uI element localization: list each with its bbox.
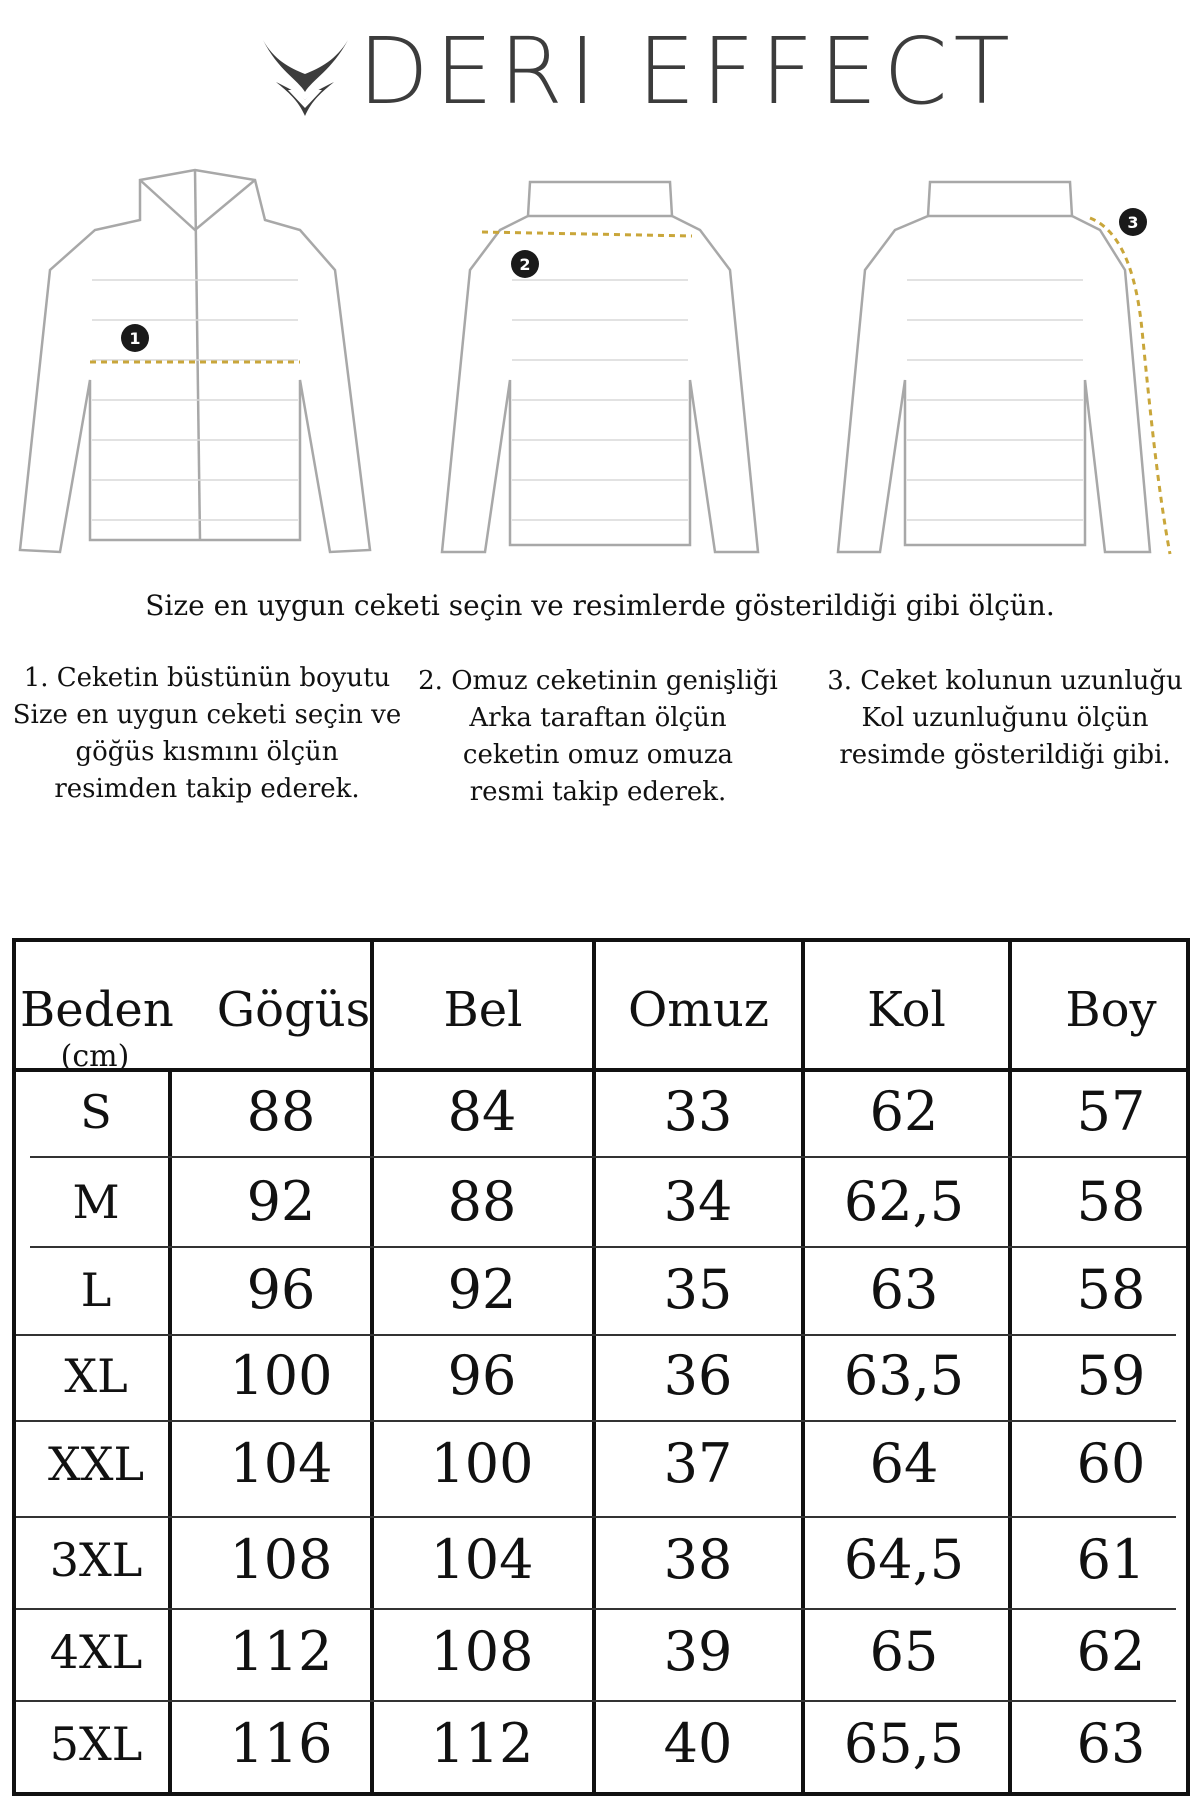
cell-length: 63 [1076, 1712, 1146, 1775]
brand-logo [258, 18, 1016, 125]
step-line: resimde gösterildiği gibi. [839, 740, 1171, 770]
size-chart-table [12, 938, 1190, 1796]
marker-1: 1 [129, 329, 141, 348]
row-divider [16, 1608, 1176, 1610]
header-divider [16, 1068, 1186, 1072]
cell-sleeve: 65,5 [843, 1712, 965, 1775]
cell-size: M [72, 1175, 120, 1229]
step-line: resimden takip ederek. [54, 774, 360, 804]
cell-shoulder: 37 [663, 1432, 733, 1495]
header-kol: Kol [867, 982, 946, 1038]
cell-shoulder: 33 [663, 1080, 733, 1143]
row-divider [16, 1516, 1176, 1518]
cell-shoulder: 38 [663, 1528, 733, 1591]
cell-size: 5XL [49, 1717, 143, 1771]
cell-waist: 108 [430, 1620, 534, 1683]
step-line: 2. Omuz ceketinin genişliği [418, 666, 778, 696]
cell-waist: 96 [447, 1344, 517, 1407]
cell-sleeve: 64,5 [843, 1528, 965, 1591]
cell-chest: 100 [229, 1344, 333, 1407]
step-line: Kol uzunluğunu ölçün [861, 703, 1149, 733]
cell-shoulder: 34 [663, 1170, 733, 1233]
step-line: resmi takip ederek. [469, 777, 727, 807]
step-line: 3. Ceket kolunun uzunluğu [827, 666, 1183, 696]
header-boy: Boy [1065, 982, 1157, 1038]
cell-sleeve: 64 [869, 1432, 939, 1495]
header-gogus: Gögüs [216, 982, 371, 1038]
step-line: Size en uygun ceketi seçin ve [12, 700, 402, 730]
jacket-illustrations [0, 160, 1200, 570]
cell-sleeve: 65 [869, 1620, 939, 1683]
cell-chest: 88 [246, 1080, 316, 1143]
row-divider [30, 1156, 1186, 1158]
cell-sleeve: 62 [869, 1080, 939, 1143]
row-divider [16, 1420, 1176, 1422]
measurement-instruction: Size en uygun ceketi seçin ve resimlerde gösterildiği gibi ölçün. [145, 589, 1055, 622]
cell-length: 62 [1076, 1620, 1146, 1683]
cell-shoulder: 40 [663, 1712, 733, 1775]
cell-length: 61 [1076, 1528, 1146, 1591]
cell-waist: 84 [447, 1080, 517, 1143]
cell-waist: 104 [430, 1528, 534, 1591]
step-2-shoulder [398, 663, 798, 811]
measurement-steps [0, 660, 1200, 820]
cell-chest: 116 [229, 1712, 333, 1775]
cell-length: 58 [1076, 1258, 1146, 1321]
cell-sleeve: 62,5 [843, 1170, 965, 1233]
cell-waist: 88 [447, 1170, 517, 1233]
jacket-front-illustration [0, 160, 400, 570]
cell-waist: 112 [430, 1712, 534, 1775]
cell-chest: 104 [229, 1432, 333, 1495]
cell-size: XXL [47, 1437, 145, 1491]
cell-chest: 108 [229, 1528, 333, 1591]
header-unit: (cm) [60, 1039, 130, 1074]
cell-waist: 92 [447, 1258, 517, 1321]
cell-chest: 92 [246, 1170, 316, 1233]
cell-waist: 100 [430, 1432, 534, 1495]
marker-2: 2 [519, 255, 531, 274]
cell-shoulder: 39 [663, 1620, 733, 1683]
cell-length: 59 [1076, 1344, 1146, 1407]
marker-3: 3 [1127, 213, 1139, 232]
cell-sleeve: 63 [869, 1258, 939, 1321]
header-omuz: Omuz [627, 982, 770, 1038]
header-beden: Beden [20, 982, 174, 1038]
cell-size: S [80, 1085, 112, 1139]
jacket-back-sleeve-illustration [800, 160, 1200, 570]
step-line: 1. Ceketin büstünün boyutu [23, 663, 391, 693]
cell-size: 3XL [49, 1533, 143, 1587]
cell-sleeve: 63,5 [843, 1344, 965, 1407]
cell-length: 60 [1076, 1432, 1146, 1495]
cell-size: L [80, 1263, 112, 1317]
step-1-chest [7, 660, 407, 808]
header-bel: Bel [443, 982, 523, 1038]
column-divider [168, 1072, 172, 1792]
cell-length: 58 [1076, 1170, 1146, 1233]
row-divider [30, 1246, 1186, 1248]
cell-chest: 112 [229, 1620, 333, 1683]
cell-size: 4XL [49, 1625, 143, 1679]
row-divider [16, 1334, 1176, 1336]
step-line: Arka taraftan ölçün [469, 703, 727, 733]
step-line: ceketin omuz omuza [462, 740, 734, 770]
step-3-sleeve [805, 663, 1200, 774]
bull-horns-icon [258, 30, 353, 120]
cell-length: 57 [1076, 1080, 1146, 1143]
jacket-back-shoulder-illustration [400, 160, 800, 570]
cell-chest: 96 [246, 1258, 316, 1321]
cell-shoulder: 35 [663, 1258, 733, 1321]
step-line: göğüs kısmını ölçün [75, 737, 339, 767]
cell-shoulder: 36 [663, 1344, 733, 1407]
brand-name: DERI EFFECT [358, 18, 1016, 125]
cell-size: XL [64, 1349, 128, 1403]
row-divider [16, 1700, 1176, 1702]
